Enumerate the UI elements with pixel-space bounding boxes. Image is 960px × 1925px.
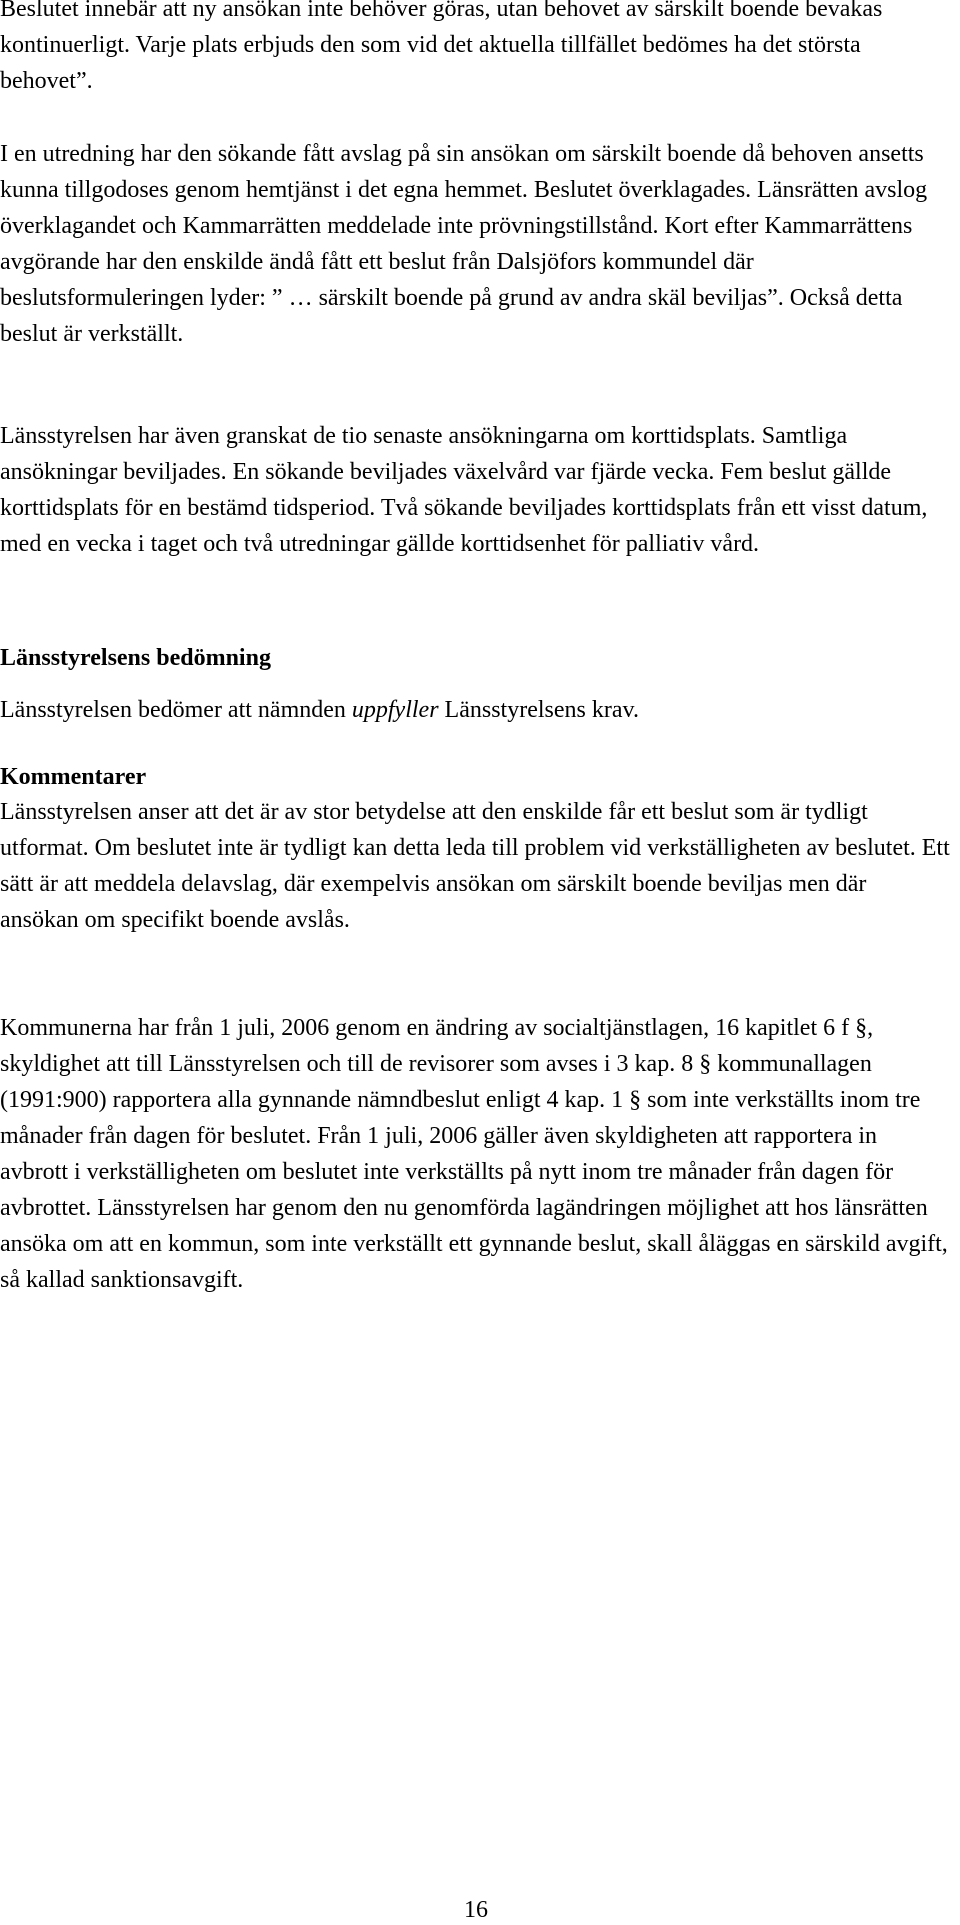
assessment-emphasis: uppfyller (351, 697, 439, 723)
paragraph-decision-continuation: Beslutet innebär att ny ansökan inte behöver göras, utan behovet av särskilt boende bevakas kontinuerligt. Varje plats erbjuds den som vid det aktuella tillfället bedömes ha det största behovet”. (0, 0, 883, 94)
paragraph-comments: Länsstyrelsen anser att det är av stor betydelse att den enskilde får ett beslut som är tydligt utformat. Om beslutet inte är tydligt kan detta leda till problem vid verkställigheten av beslutet. Ett sätt är att meddela delavslag, där exempelvis ansökan om särskilt boende beviljas men där ansökan om specifikt boende avslås. (0, 799, 950, 933)
heading-comments: Kommentarer (0, 764, 147, 790)
assessment-text-start: Länsstyrelsen bedömer att nämnden (0, 697, 352, 723)
paragraph-assessment (0, 692, 950, 728)
paragraph-appeal-case: I en utredning har den sökande fått avslag på sin ansökan om särskilt boende då behoven ansetts kunna tillgodoses genom hemtjänst i det egna hemmet. Beslutet överklagades. Länsrätten avslog överklagandet och Kammarrätten meddelade inte prövningstillstånd. Kort efter Kammarrättens avgörande har den enskilde ändå fått ett beslut från Dalsjöfors kommundel där beslutsformuleringen lyder: ” … särskilt boende på grund av andra skäl beviljas”. Också detta beslut är verkställt. (0, 141, 928, 347)
assessment-text-end: Länsstyrelsens krav. (438, 697, 639, 723)
heading-assessment: Länsstyrelsens bedömning (0, 645, 271, 671)
paragraph-short-term-placements: Länsstyrelsen har även granskat de tio senaste ansökningarna om korttidsplats. Samtliga ansökningar beviljades. En sökande beviljades växelvård var fjärde vecka. Fem beslut gällde korttidsplats för en bestämd tidsperiod. Två sökande beviljades korttidsplats från ett visst datum, med en vecka i taget och två utredningar gällde korttidsenhet för palliativ vård. (0, 423, 928, 557)
page-number: 16 (464, 1897, 488, 1923)
paragraph-reporting-obligation: Kommunerna har från 1 juli, 2006 genom en ändring av socialtjänstlagen, 16 kapitlet 6 f §, skyldighet att till Länsstyrelsen och till de revisorer som avses i 3 kap. 8 § kommunallagen (1991:900) rapportera alla gynnande nämndbeslut enligt 4 kap. 1 § som inte verkställts inom tre månader från dagen för beslutet. Från 1 juli, 2006 gäller även skyldigheten att rapportera in avbrott i verkställigheten om beslutet inte verkställts på nytt inom tre månader från dagen för avbrottet. Länsstyrelsen har genom den nu genomförda lagändringen möjlighet att hos länsrätten ansöka om att en kommun, som inte verkställt ett gynnande beslut, skall åläggas en särskild avgift, så kallad sanktionsavgift. (0, 1015, 948, 1293)
